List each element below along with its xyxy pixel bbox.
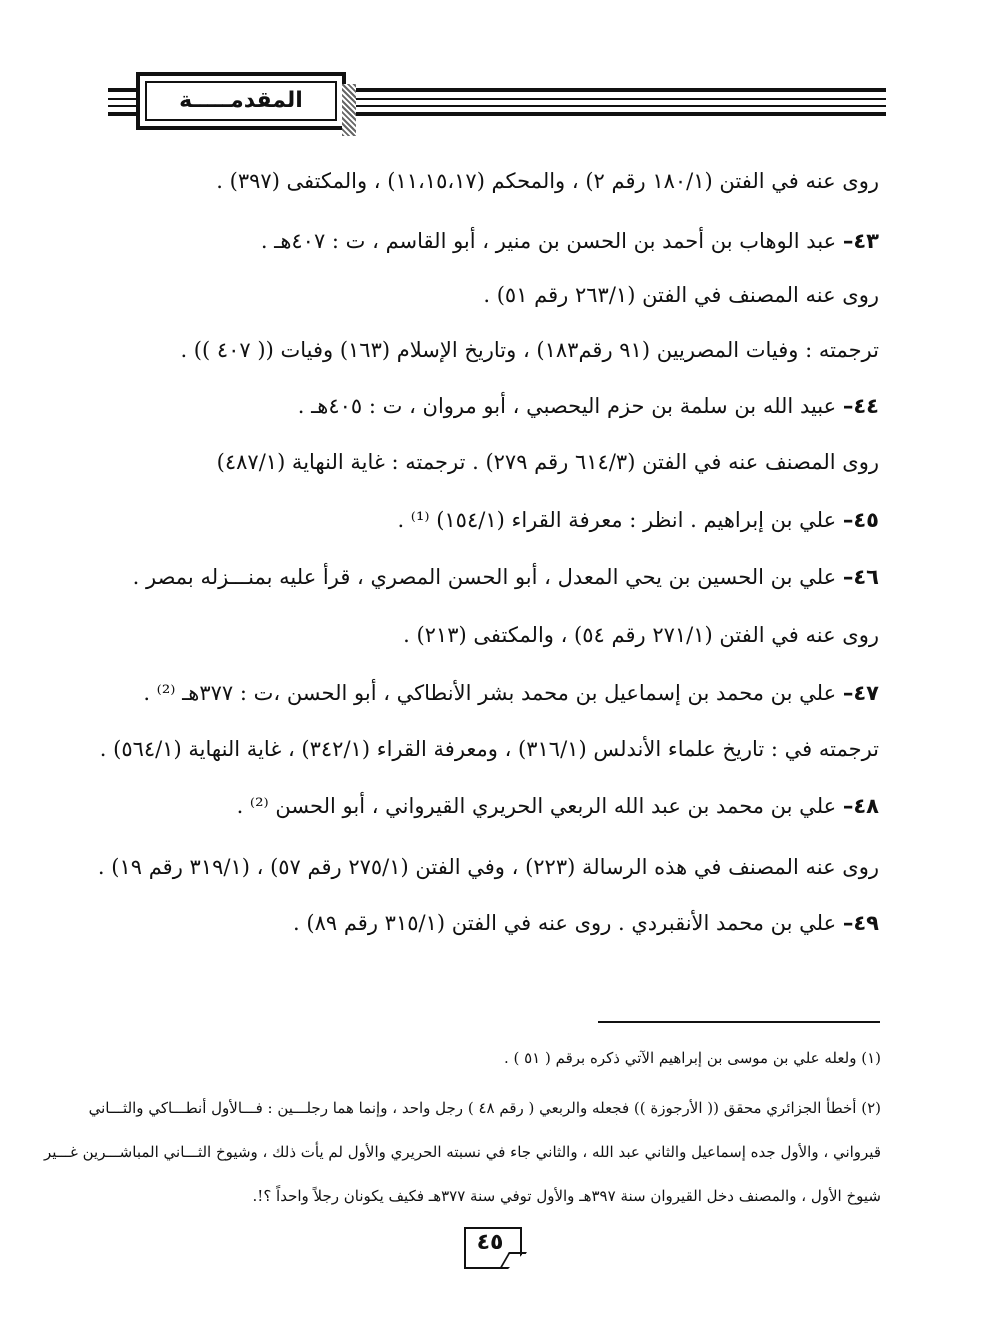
entry-text: علي بن محمد بن عبد الله الربعي الحريري القيرواني ، أبو الحسن ⁽²⁾ .: [236, 794, 837, 818]
entry-line: [99, 791, 879, 821]
entry-number: ٤٤–: [842, 394, 879, 418]
entry-text: علي بن محمد بن إسماعيل بن محمد بشر الأنطاكي ، أبو الحسن ،ت : ٣٧٧هـ ⁽²⁾ .: [143, 681, 837, 705]
footnote-2-line-1: (٢) أخطأ الجزائري محقق (( الأرجوزة )) فجعله والربعي ( رقم ٤٨ ) رجل واحد ، وإنما هما رجلـــين : فـــالأول أنطـــاكي والثـــاني: [88, 1099, 881, 1117]
entry-text: عبيد الله بن سلمة بن حزم اليحصبي ، أبو مروان ، ت : ٤٠٥هـ .: [297, 394, 837, 418]
entry-text: علي بن الحسين بن يحي المعدل ، أبو الحسن المصري ، قرأ عليه بمنـــزله بمصر .: [132, 565, 837, 589]
entry-line: [99, 678, 879, 708]
entry-number: ٤٦–: [842, 565, 879, 589]
header-rule-left: [108, 88, 138, 118]
chapter-title: المقدمـــــة: [179, 88, 303, 113]
body-line: روى عنه المصنف في الفتن (٢٦٣/١ رقم ٥١) .: [483, 283, 879, 307]
chapter-title-box: [136, 72, 346, 130]
footnote-2-line-2: قيرواني ، والأول جده إسماعيل والثاني عبد الله ، والثاني جاء في نسبته الحريري والأول لم يأت ذلك ، وشيوخ الثـــاني المباشـــرين غـــير: [44, 1143, 881, 1161]
entry-text: عبد الوهاب بن أحمد بن الحسن بن منير ، أبو القاسم ، ت : ٤٠٧هـ .: [260, 229, 837, 253]
body-line: روى المصنف عنه في الفتن (٦١٤/٣ رقم ٢٧٩) . ترجمته : غاية النهاية (٤٨٧/١): [216, 450, 879, 474]
entry-line: [99, 391, 879, 421]
entry-text: علي بن إبراهيم . انظر : معرفة القراء (١٥٤/١) ⁽¹⁾ .: [397, 508, 837, 532]
entry-number: ٤٨–: [842, 794, 879, 818]
entry-line: [99, 505, 879, 535]
title-box-shadow: [342, 84, 356, 136]
entry-line: [99, 908, 879, 938]
entry-number: ٤٩–: [842, 911, 879, 935]
body-line: ترجمته في : تاريخ علماء الأندلس (٣١٦/١) ، ومعرفة القراء (٣٤٢/١) ، غاية النهاية (٥٦٤/١) .: [99, 737, 879, 761]
footnote-2-line-3: شيوخ الأول ، والمصنف دخل القيروان سنة ٣٩٧هـ والأول توفي سنة ٣٧٧هـ فكيف يكونان رجلاً واحداً ؟!.: [252, 1187, 881, 1205]
footnote-separator: [598, 1021, 880, 1023]
entry-number: ٤٥–: [842, 508, 879, 532]
entry-number: ٤٧–: [842, 681, 879, 705]
body-line: روى عنه المصنف في هذه الرسالة (٢٢٣) ، وفي الفتن (٢٧٥/١ رقم ٥٧) ، (٣١٩/١ رقم ١٩) .: [97, 855, 879, 879]
page-number: ٤٥: [476, 1230, 504, 1255]
header-rule-right: [346, 88, 886, 118]
body-line: روى عنه في الفتن (١٨٠/١ رقم ٢) ، والمحكم (١١،١٥،١٧) ، والمكتفى (٣٩٧) .: [216, 169, 879, 193]
body-line: ترجمته : وفيات المصريين (٩١ رقم١٨٣) ، وتاريخ الإسلام (١٦٣) وفيات (( ٤٠٧ )) .: [180, 338, 879, 362]
footnote-1: (١) ولعله علي بن موسى بن إبراهيم الآتي ذكره برقم ( ٥١ ) .: [503, 1049, 881, 1067]
body-line: روى عنه في الفتن (٢٧١/١ رقم ٥٤) ، والمكتفى (٢١٣) .: [403, 623, 879, 647]
entry-line: [99, 562, 879, 592]
entry-text: علي بن محمد الأنقبردي . روى عنه في الفتن (٣١٥/١ رقم ٨٩) .: [293, 911, 837, 935]
entry-number: ٤٣–: [842, 229, 879, 253]
entry-line: [99, 226, 879, 256]
